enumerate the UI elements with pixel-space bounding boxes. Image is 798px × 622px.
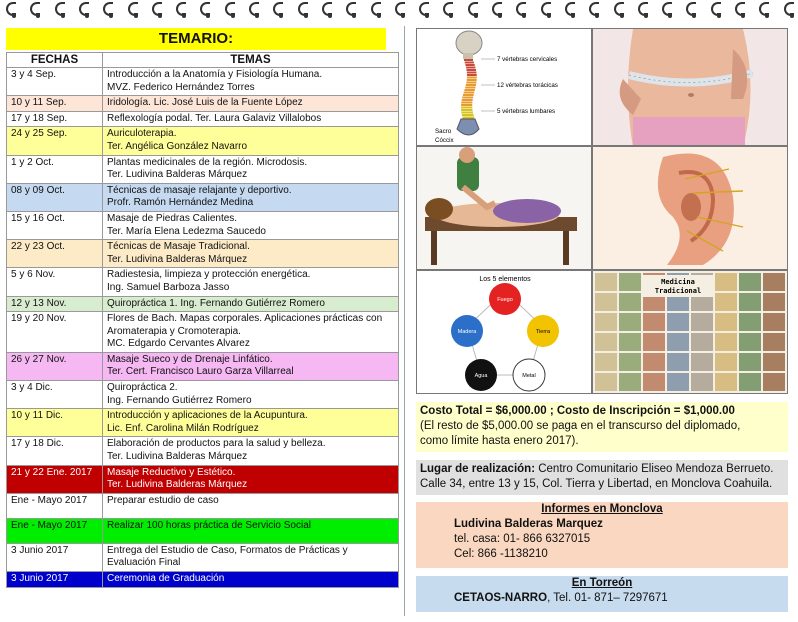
binding-ring <box>662 2 672 16</box>
topic-line: Evaluación Final <box>107 557 181 569</box>
row-date: Ene - Mayo 2017 <box>7 493 103 518</box>
topic-line: Ter. Cert. Francisco Lauro Garza Villarreal <box>107 366 294 378</box>
waist-measure-image <box>592 28 788 146</box>
table-row <box>7 96 399 112</box>
binding-ring <box>443 2 453 16</box>
medicina-title-2: Tradicional <box>654 287 702 295</box>
topic-line: Técnicas de Masaje Tradicional. <box>107 241 250 253</box>
location-label: Lugar de realización: <box>420 463 536 475</box>
topic-line: Ceremonia de Graduación <box>107 573 225 584</box>
binding-ring <box>395 2 405 16</box>
topic-line: Ter. Angélica González Navarro <box>107 140 248 152</box>
column-divider <box>404 26 405 616</box>
topic-line: Lic. Enf. Carolina Milán Rodríguez <box>107 422 259 434</box>
binding-ring <box>711 2 721 16</box>
binding-ring <box>103 2 113 16</box>
table-row <box>7 240 399 268</box>
binding-ring <box>492 2 502 16</box>
binding-ring <box>128 2 138 16</box>
row-topic <box>103 465 399 493</box>
table-row <box>7 352 399 380</box>
table-row <box>7 437 399 465</box>
row-topic <box>103 543 399 571</box>
row-topic <box>103 111 399 127</box>
table-row <box>7 572 399 588</box>
binding-ring <box>541 2 551 16</box>
binding-ring <box>322 2 332 16</box>
topic-line: Auriculoterapia. <box>107 128 177 140</box>
table-row <box>7 296 399 312</box>
medicina-title-1: Medicina <box>661 278 695 286</box>
torreon-info-box <box>416 576 788 612</box>
spine-label-thoracic: 12 vértebras torácicas <box>497 82 558 89</box>
binding-ring <box>273 2 283 16</box>
table-row <box>7 493 399 518</box>
row-date: 21 y 22 Ene. 2017 <box>7 465 103 493</box>
location-box <box>416 460 788 495</box>
binding-ring <box>200 2 210 16</box>
topic-line: Quiropráctica 1. Ing. Fernando Gutiérrez Romero <box>107 297 325 309</box>
table-row <box>7 68 399 96</box>
torreon-phone: , Tel. 01- 871– 7297671 <box>547 592 668 604</box>
topic-line: Profr. Ramón Hernández Medina <box>107 197 254 209</box>
row-date: 24 y 25 Sep. <box>7 127 103 155</box>
location-text-2: Calle 34, entre 13 y 15, Col. Tierra y Libertad, en Monclova Coahuila. <box>420 478 773 490</box>
row-topic <box>103 240 399 268</box>
binding-ring <box>759 2 769 16</box>
image-collage <box>416 28 788 394</box>
table-row <box>7 543 399 571</box>
table-row <box>7 155 399 183</box>
row-topic <box>103 572 399 588</box>
svg-text:Agua: Agua <box>474 373 488 379</box>
row-topic <box>103 381 399 409</box>
topic-line: Radiestesia, limpieza y protección energética. <box>107 269 311 281</box>
topic-line: Flores de Bach. Mapas corporales. Aplicaciones prácticas con Aromaterapia y Cromoterapia. <box>107 313 383 337</box>
table-row <box>7 465 399 493</box>
binding-ring <box>614 2 624 16</box>
binding-ring <box>298 2 308 16</box>
location-text-1: Centro Comunitario Eliseo Mendoza Berrueto. <box>535 463 774 475</box>
topic-line: Reflexología podal. Ter. Laura Galaviz Villalobos <box>107 112 322 124</box>
elements-title: Los 5 elementos <box>479 276 531 283</box>
row-date: Ene - Mayo 2017 <box>7 518 103 543</box>
row-date: 17 y 18 Dic. <box>7 437 103 465</box>
binding-ring <box>30 2 40 16</box>
topic-line: MC. Edgardo Cervantes Alvarez <box>107 338 250 350</box>
topic-line: Ing. Samuel Barboza Jasso <box>107 281 230 293</box>
table-row <box>7 183 399 211</box>
row-date: 3 y 4 Sep. <box>7 68 103 96</box>
table-row <box>7 381 399 409</box>
table-row <box>7 211 399 239</box>
row-date: 08 y 09 Oct. <box>7 183 103 211</box>
row-topic <box>103 155 399 183</box>
spine-label-sacro: Sacro <box>435 128 452 135</box>
topic-line: Ing. Fernando Gutiérrez Romero <box>107 394 252 406</box>
monclova-header: Informes en Monclova <box>541 503 663 515</box>
table-row <box>7 111 399 127</box>
row-topic <box>103 312 399 353</box>
binding-ring <box>784 2 794 16</box>
row-date: 3 Junio 2017 <box>7 572 103 588</box>
row-date: 17 y 18 Sep. <box>7 111 103 127</box>
topic-line: Quiropráctica 2. <box>107 382 178 394</box>
binding-ring <box>79 2 89 16</box>
row-date: 10 y 11 Sep. <box>7 96 103 112</box>
row-date: 3 Junio 2017 <box>7 543 103 571</box>
row-topic <box>103 268 399 296</box>
topic-line: Preparar estudio de caso <box>107 494 219 506</box>
topic-line: Introducción y aplicaciones de la Acupuntura. <box>107 410 308 422</box>
spine-label-lumbar: 5 vértebras lumbares <box>497 108 556 115</box>
row-date: 19 y 20 Nov. <box>7 312 103 353</box>
monclova-contact-name: Ludivina Balderas Marquez <box>454 518 603 530</box>
svg-text:Tierra: Tierra <box>535 329 551 335</box>
spiral-binding <box>0 0 798 22</box>
binding-ring <box>589 2 599 16</box>
table-row <box>7 312 399 353</box>
schedule-body <box>7 68 399 588</box>
spine-label-cervical: 7 vértebras cervicales <box>497 56 558 63</box>
schedule-table <box>6 52 399 588</box>
spine-label-coccix: Cóccix <box>435 137 454 144</box>
table-row <box>7 127 399 155</box>
topic-line: Ter. Ludivina Balderas Márquez <box>107 479 248 491</box>
row-topic <box>103 296 399 312</box>
torreon-header: En Torreón <box>571 577 633 589</box>
svg-text:Madera: Madera <box>457 329 477 335</box>
row-topic <box>103 183 399 211</box>
row-date: 15 y 16 Oct. <box>7 211 103 239</box>
cost-line-1: Costo Total = $6,000.00 ; Costo de Inscripción = $1,000.00 <box>420 405 735 417</box>
topic-line: Introducción a la Anatomía y Fisiología Humana. <box>107 69 323 80</box>
topic-line: MVZ. Federico Hernández Torres <box>107 81 255 93</box>
binding-ring <box>565 2 575 16</box>
monclova-info-box <box>416 502 788 568</box>
binding-ring <box>638 2 648 16</box>
row-date: 26 y 27 Nov. <box>7 352 103 380</box>
table-header-row <box>7 53 399 68</box>
binding-ring <box>152 2 162 16</box>
binding-ring <box>249 2 259 16</box>
row-date: 5 y 6 Nov. <box>7 268 103 296</box>
topic-line: Masaje de Piedras Calientes. <box>107 212 238 224</box>
topic-line: Técnicas de masaje relajante y deportivo. <box>107 184 292 196</box>
row-topic <box>103 127 399 155</box>
topic-line: Elaboración de productos para la salud y belleza. <box>107 438 326 450</box>
table-row <box>7 409 399 437</box>
row-topic <box>103 68 399 96</box>
monclova-phone-cell: Cel: 866 -1138210 <box>454 548 548 560</box>
cost-box <box>416 402 788 452</box>
ear-acupuncture-image <box>592 146 788 270</box>
binding-ring <box>516 2 526 16</box>
binding-ring <box>468 2 478 16</box>
topic-line: Masaje Sueco y de Drenaje Linfático. <box>107 353 273 365</box>
cost-line-2: (El resto de $5,000.00 se paga en el transcurso del diplomado, <box>420 420 741 432</box>
topic-line: Masaje Reductivo y Estético. <box>107 466 236 478</box>
row-date: 3 y 4 Dic. <box>7 381 103 409</box>
binding-ring <box>176 2 186 16</box>
row-topic <box>103 211 399 239</box>
massage-image <box>416 146 592 270</box>
topic-line: Ter. Ludivina Balderas Márquez <box>107 253 248 265</box>
temario-title: TEMARIO: <box>6 28 386 50</box>
binding-ring <box>225 2 235 16</box>
torreon-contact: CETAOS-NARRO <box>454 592 548 604</box>
binding-ring <box>371 2 381 16</box>
topic-line: Ter. Ludivina Balderas Márquez <box>107 451 248 463</box>
cost-line-3: como límite hasta enero 2017). <box>420 435 579 447</box>
column-header-fechas: FECHAS <box>7 53 103 68</box>
row-topic <box>103 352 399 380</box>
row-date: 10 y 11 Dic. <box>7 409 103 437</box>
table-row <box>7 518 399 543</box>
monclova-phone-home: tel. casa: 01- 866 6327015 <box>454 533 591 545</box>
binding-ring <box>735 2 745 16</box>
medicina-tradicional-image <box>592 270 788 394</box>
row-topic <box>103 409 399 437</box>
row-date: 22 y 23 Oct. <box>7 240 103 268</box>
binding-ring <box>6 2 16 16</box>
row-topic <box>103 437 399 465</box>
spine-diagram-image <box>416 28 592 146</box>
topic-line: Entrega del Estudio de Caso, Formatos de Prácticas y <box>107 544 348 556</box>
binding-ring <box>686 2 696 16</box>
row-topic <box>103 493 399 518</box>
row-topic <box>103 96 399 112</box>
row-topic <box>103 518 399 543</box>
topic-line: Ter. María Elena Ledezma Saucedo <box>107 225 266 237</box>
row-date: 1 y 2 Oct. <box>7 155 103 183</box>
topic-line: Plantas medicinales de la región. Microdosis. <box>107 156 308 168</box>
five-elements-image <box>416 270 592 394</box>
topic-line: Ter. Ludivina Balderas Márquez <box>107 169 248 181</box>
binding-ring <box>55 2 65 16</box>
topic-line: Iridología. Lic. José Luis de la Fuente López <box>107 97 303 109</box>
topic-line: Realizar 100 horas práctica de Servicio Social <box>107 519 311 531</box>
column-header-temas: TEMAS <box>103 53 399 68</box>
binding-ring <box>419 2 429 16</box>
row-date: 12 y 13 Nov. <box>7 296 103 312</box>
table-row <box>7 268 399 296</box>
svg-text:Fuego: Fuego <box>497 297 513 303</box>
binding-ring <box>346 2 356 16</box>
svg-text:Metal: Metal <box>522 373 536 379</box>
